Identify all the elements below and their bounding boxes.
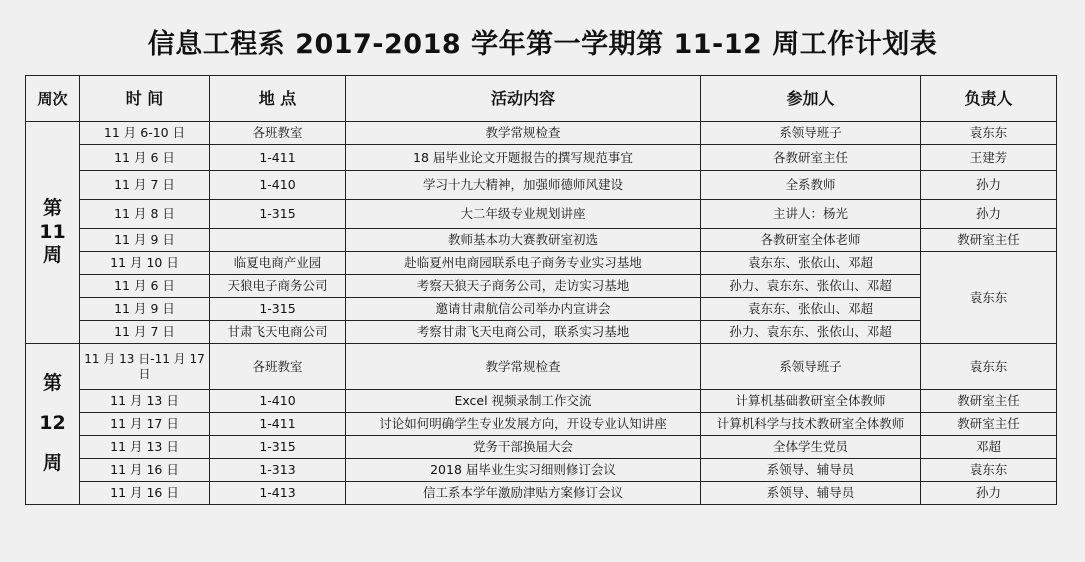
week-label-line: 周 bbox=[42, 451, 62, 474]
week-label-number: 12 bbox=[39, 412, 66, 435]
place-cell: 甘肃飞天电商公司 bbox=[210, 321, 346, 344]
table-row bbox=[26, 459, 1057, 482]
participants-cell: 主讲人：杨光 bbox=[701, 200, 921, 229]
content-cell: 教学常规检查 bbox=[346, 344, 701, 390]
owner-cell: 教研室主任 bbox=[921, 390, 1057, 413]
table-row bbox=[26, 252, 1057, 275]
time-cell: 11 月 9 日 bbox=[80, 298, 210, 321]
work-plan-table bbox=[25, 75, 1057, 505]
table-header-row bbox=[26, 76, 1057, 122]
participants-cell: 袁东东、张依山、邓超 bbox=[701, 298, 921, 321]
place-cell: 1-411 bbox=[210, 145, 346, 171]
participants-cell: 系领导、辅导员 bbox=[701, 482, 921, 505]
time-cell: 11 月 9 日 bbox=[80, 229, 210, 252]
place-cell: 1-313 bbox=[210, 459, 346, 482]
table-row bbox=[26, 482, 1057, 505]
table-row bbox=[26, 390, 1057, 413]
participants-cell: 袁东东、张依山、邓超 bbox=[701, 252, 921, 275]
table-row bbox=[26, 321, 1057, 344]
participants-cell: 各教研室全体老师 bbox=[701, 229, 921, 252]
place-cell: 1-315 bbox=[210, 200, 346, 229]
table-row bbox=[26, 344, 1057, 390]
place-cell: 临夏电商产业园 bbox=[210, 252, 346, 275]
place-cell: 1-411 bbox=[210, 413, 346, 436]
week-11-label bbox=[26, 122, 80, 344]
place-cell: 1-315 bbox=[210, 298, 346, 321]
owner-cell: 孙力 bbox=[921, 171, 1057, 200]
week-label-line: 周 bbox=[42, 244, 62, 267]
participants-cell: 全体学生党员 bbox=[701, 436, 921, 459]
owner-cell: 教研室主任 bbox=[921, 229, 1057, 252]
content-cell: Excel 视频录制工作交流 bbox=[346, 390, 701, 413]
place-cell: 1-410 bbox=[210, 171, 346, 200]
time-cell: 11 月 13 日 bbox=[80, 436, 210, 459]
time-cell: 11 月 6 日 bbox=[80, 275, 210, 298]
time-cell: 11 月 13 日-11 月 17 日 bbox=[80, 344, 210, 390]
owner-cell: 袁东东 bbox=[921, 122, 1057, 145]
table-row bbox=[26, 122, 1057, 145]
place-cell: 1-410 bbox=[210, 390, 346, 413]
owner-cell-merged: 袁东东 bbox=[921, 252, 1057, 344]
content-cell: 大二年级专业规划讲座 bbox=[346, 200, 701, 229]
time-cell: 11 月 8 日 bbox=[80, 200, 210, 229]
table-row bbox=[26, 298, 1057, 321]
week-label-line: 第 bbox=[42, 372, 62, 395]
place-cell: 天狼电子商务公司 bbox=[210, 275, 346, 298]
header-owner: 负责人 bbox=[921, 76, 1057, 122]
participants-cell: 各教研室主任 bbox=[701, 145, 921, 171]
content-cell: 党务干部换届大会 bbox=[346, 436, 701, 459]
owner-cell: 邓超 bbox=[921, 436, 1057, 459]
time-cell: 11 月 6 日 bbox=[80, 145, 210, 171]
content-cell: 赴临夏州电商园联系电子商务专业实习基地 bbox=[346, 252, 701, 275]
time-cell: 11 月 16 日 bbox=[80, 459, 210, 482]
table-row bbox=[26, 275, 1057, 298]
content-cell: 教学常规检查 bbox=[346, 122, 701, 145]
content-cell: 学习十九大精神，加强师德师风建设 bbox=[346, 171, 701, 200]
time-cell: 11 月 7 日 bbox=[80, 171, 210, 200]
place-cell: 1-413 bbox=[210, 482, 346, 505]
content-cell: 2018 届毕业生实习细则修订会议 bbox=[346, 459, 701, 482]
participants-cell: 孙力、袁东东、张依山、邓超 bbox=[701, 275, 921, 298]
place-cell: 各班教室 bbox=[210, 122, 346, 145]
owner-cell: 孙力 bbox=[921, 200, 1057, 229]
header-content: 活动内容 bbox=[346, 76, 701, 122]
owner-cell: 袁东东 bbox=[921, 344, 1057, 390]
participants-cell: 系领导、辅导员 bbox=[701, 459, 921, 482]
content-cell: 考察甘肃飞天电商公司，联系实习基地 bbox=[346, 321, 701, 344]
content-cell: 18 届毕业论文开题报告的撰写规范事宜 bbox=[346, 145, 701, 171]
time-cell: 11 月 16 日 bbox=[80, 482, 210, 505]
header-time: 时 间 bbox=[80, 76, 210, 122]
content-cell: 信工系本学年激励津贴方案修订会议 bbox=[346, 482, 701, 505]
table-row bbox=[26, 229, 1057, 252]
participants-cell: 系领导班子 bbox=[701, 344, 921, 390]
time-cell: 11 月 17 日 bbox=[80, 413, 210, 436]
table-row bbox=[26, 413, 1057, 436]
time-cell: 11 月 7 日 bbox=[80, 321, 210, 344]
time-cell: 11 月 13 日 bbox=[80, 390, 210, 413]
owner-cell: 教研室主任 bbox=[921, 413, 1057, 436]
week-label-number: 11 bbox=[39, 220, 66, 243]
participants-cell: 计算机科学与技术教研室全体教师 bbox=[701, 413, 921, 436]
time-cell: 11 月 10 日 bbox=[80, 252, 210, 275]
content-cell: 教师基本功大赛教研室初选 bbox=[346, 229, 701, 252]
place-cell: 1-315 bbox=[210, 436, 346, 459]
header-participants: 参加人 bbox=[701, 76, 921, 122]
content-cell: 邀请甘肃航信公司举办内宣讲会 bbox=[346, 298, 701, 321]
week-label-line: 第 bbox=[42, 196, 62, 219]
week-12-label bbox=[26, 344, 80, 505]
participants-cell: 全系教师 bbox=[701, 171, 921, 200]
time-cell: 11 月 6-10 日 bbox=[80, 122, 210, 145]
content-cell: 讨论如何明确学生专业发展方向，开设专业认知讲座 bbox=[346, 413, 701, 436]
page-title: 信息工程系 2017-2018 学年第一学期第 11-12 周工作计划表 bbox=[147, 29, 938, 60]
header-place: 地 点 bbox=[210, 76, 346, 122]
place-cell bbox=[210, 229, 346, 252]
owner-cell: 袁东东 bbox=[921, 459, 1057, 482]
table-row bbox=[26, 200, 1057, 229]
owner-cell: 王建芳 bbox=[921, 145, 1057, 171]
content-cell: 考察天狼天子商务公司，走访实习基地 bbox=[346, 275, 701, 298]
table-row bbox=[26, 436, 1057, 459]
table-row bbox=[26, 171, 1057, 200]
table-row bbox=[26, 145, 1057, 171]
participants-cell: 孙力、袁东东、张依山、邓超 bbox=[701, 321, 921, 344]
participants-cell: 计算机基础教研室全体教师 bbox=[701, 390, 921, 413]
header-week: 周次 bbox=[26, 76, 80, 122]
place-cell: 各班教室 bbox=[210, 344, 346, 390]
owner-cell: 孙力 bbox=[921, 482, 1057, 505]
participants-cell: 系领导班子 bbox=[701, 122, 921, 145]
